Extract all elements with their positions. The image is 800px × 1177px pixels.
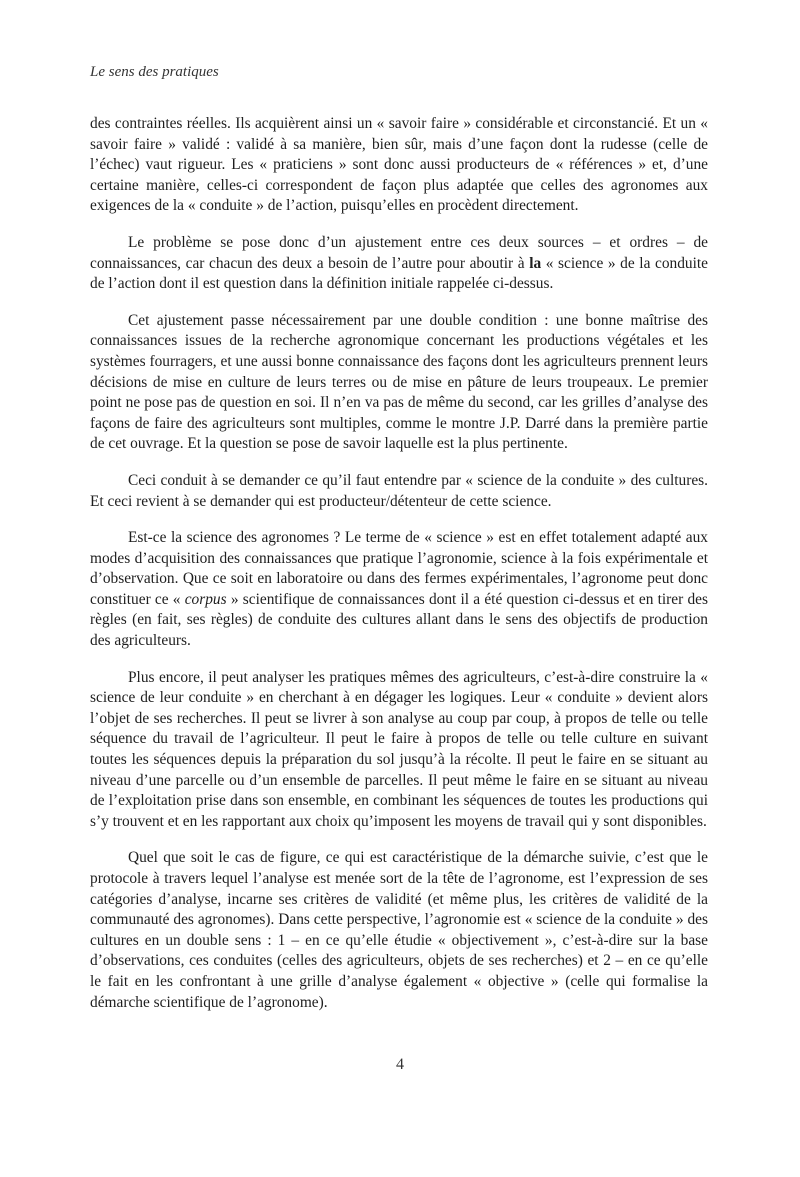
- paragraph-2-text-start: Le problème se pose donc d’un ajustement entre ces deux sources – et ordres – de connaissances, car chacun des deux a besoin de l’autre pour aboutir à: [90, 233, 708, 272]
- paragraph-1: des contraintes réelles. Ils acquièrent ainsi un « savoir faire » considérable et circonstancié. Et un « savoir faire » validé : validé à sa manière, bien sûr, mais d’une façon dont la rudesse (celle de l’échec) vaut rigueur. Les « praticiens » sont donc aussi producteurs de « références » et, d’une certaine manière, celles-ci correspondent de façon plus adaptée que celles des agronomes aux exigences de la « conduite » de l’action, puisqu’elles en procèdent directement.: [90, 115, 708, 215]
- paragraph-5-text-start: Est-ce la science des agronomes ? Le terme de « science » est en effet totalement adapté aux modes d’acquisition des connaissances que pratique l’agronomie, science à la fois expérimentale et d’observation. Que ce soit en laboratoire ou dans des fermes expérimentales, l’agronome peut donc constituer ce «: [90, 529, 708, 608]
- paragraph-5-text-end: » scientifique de connaissances dont il a été question ci-dessus et en tirer des règles (en fait, ses règles) de conduite des cultures allant dans le sens des objectifs de production des agriculteurs.: [90, 590, 708, 650]
- paragraph-2-text-end: « science » de la conduite de l’action dont il est question dans la définition initiale rappelée ci-dessus.: [90, 254, 708, 293]
- paragraph-5: [90, 528, 708, 652]
- emphasis-corpus: corpus: [184, 590, 227, 608]
- emphasis-la: la: [529, 254, 542, 272]
- page-number: 4: [396, 1056, 404, 1073]
- paragraph-7: Quel que soit le cas de figure, ce qui est caractéristique de la démarche suivie, c’est que le protocole à travers lequel l’analyse est menée sort de la tête de l’agronome, est l’expression de ses catégories d’analyse, incarne ses critères de validité (et même plus, les critères de validité de la communauté des agronomes). Dans cette perspective, l’agronomie est « science de la conduite » des cultures en un double sens : 1 – en ce qu’elle étudie « objectivement », c’est-à-dire sur la base d’observations, ces conduites (celles des agriculteurs, objets de ses recherches) et 2 – en ce qu’elle le fait en les confrontant à une grille d’analyse également « objective » (celle qui formalise la démarche scientifique de l’agronome).: [90, 849, 708, 1011]
- paragraph-3: Cet ajustement passe nécessairement par une double condition : une bonne maîtrise des connaissances issues de la recherche agronomique concernant les productions végétales et les systèmes fourragers, et une aussi bonne connaissance des façons dont les agriculteurs prennent leurs décisions de mise en culture de leurs terres ou de mise en pâture de leurs troupeaux. Le premier point ne pose pas de question en soi. Il n’en va pas de même du second, car les grilles d’analyse des façons de faire des agriculteurs sont multiples, comme le montre J.P. Darré dans la première partie de cet ouvrage. Et la question se pose de savoir laquelle est la plus pertinente.: [90, 311, 708, 453]
- running-head: Le sens des pratiques: [90, 64, 219, 80]
- paragraph-6: Plus encore, il peut analyser les pratiques mêmes des agriculteurs, c’est-à-dire construire la « science de leur conduite » en cherchant à en dégager les logiques. Leur « conduite » devient alors l’objet de ses recherches. Il peut se livrer à son analyse au coup par coup, à propos de telle ou telle séquence du travail de l’agriculteur. Il peut le faire à propos de telle ou telle culture en suivant toutes les séquences depuis la préparation du sol jusqu’à la récolte. Il peut le faire en se situant au niveau d’une parcelle ou d’un ensemble de parcelles. Il peut même le faire en se situant au niveau de l’exploitation prise dans son ensemble, en combinant les séquences de toutes les productions qui s’y trouvent et en les rapportant aux choix qu’imposent les moyens de travail qui y sont disponibles.: [90, 668, 708, 830]
- paragraph-2: [90, 233, 708, 295]
- paragraph-4: Ceci conduit à se demander ce qu’il faut entendre par « science de la conduite » des cultures. Et ceci revient à se demander qui est producteur/détenteur de cette science.: [90, 471, 708, 510]
- body-text: [90, 114, 708, 1029]
